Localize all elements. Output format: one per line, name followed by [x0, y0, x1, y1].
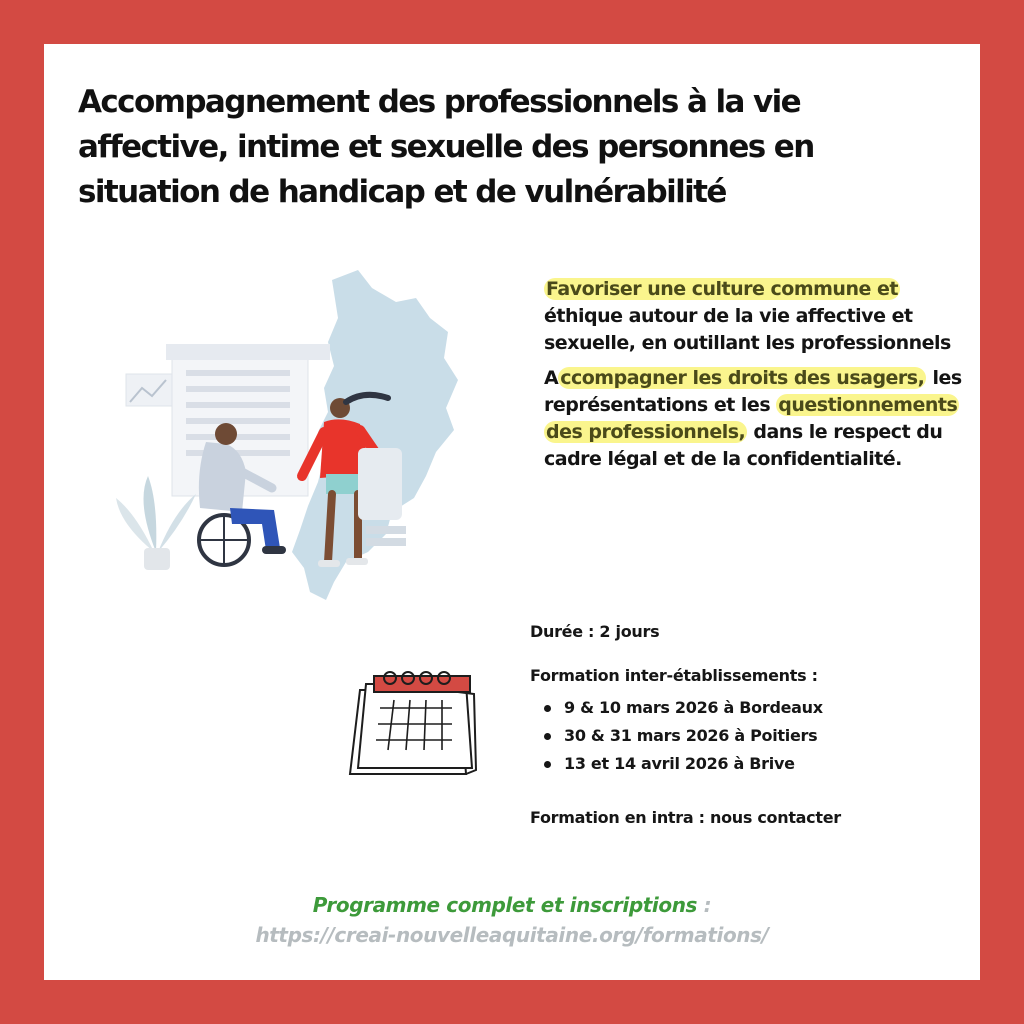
objective-1 [544, 276, 964, 357]
objective-1-text: éthique autour de la vie affective et sexuelle, en outillant les professionnels [544, 305, 951, 354]
session-date: 13 et 14 avril 2026 à Brive [540, 750, 950, 778]
program-line [44, 890, 980, 920]
objective-2-text-mid: les représentations et les [544, 367, 962, 416]
intra-training: Formation en intra : nous contacter [530, 808, 841, 827]
objective-2-highlight-2: questionnements des professionnels, [546, 394, 958, 443]
objective-1-highlight: Favoriser une culture commune et [546, 278, 898, 300]
training-info [530, 622, 950, 827]
session-date: 9 & 10 mars 2026 à Bordeaux [540, 694, 950, 722]
program-colon: : [697, 893, 712, 917]
professionals-meeting-illustration [96, 262, 496, 602]
registration-link[interactable]: https://creai-nouvelleaquitaine.org/formations/ [255, 923, 769, 947]
objective-2-prefix: A [544, 367, 559, 389]
program-label: Programme complet et inscriptions [312, 893, 698, 917]
objective-2 [544, 365, 964, 473]
footer [44, 890, 980, 950]
page-title: Accompagnement des professionnels à la vie affective, intime et sexuelle des personnes en situation de handicap et de vulnérabilité [78, 84, 814, 210]
inter-establishment-title: Formation inter-établissements : [530, 666, 818, 685]
calendar-icon [340, 670, 480, 780]
region-map-shape [292, 270, 458, 600]
session-date: 30 & 31 mars 2026 à Poitiers [540, 722, 950, 750]
objectives [544, 276, 964, 481]
objective-2-highlight-1: ccompagner les droits des usagers, [560, 367, 925, 389]
duration: Durée : 2 jours [530, 622, 660, 641]
session-dates [540, 694, 950, 778]
card [44, 44, 980, 980]
objective-2-text-end: dans le respect du cadre légal et de la confidentialité. [544, 421, 943, 470]
